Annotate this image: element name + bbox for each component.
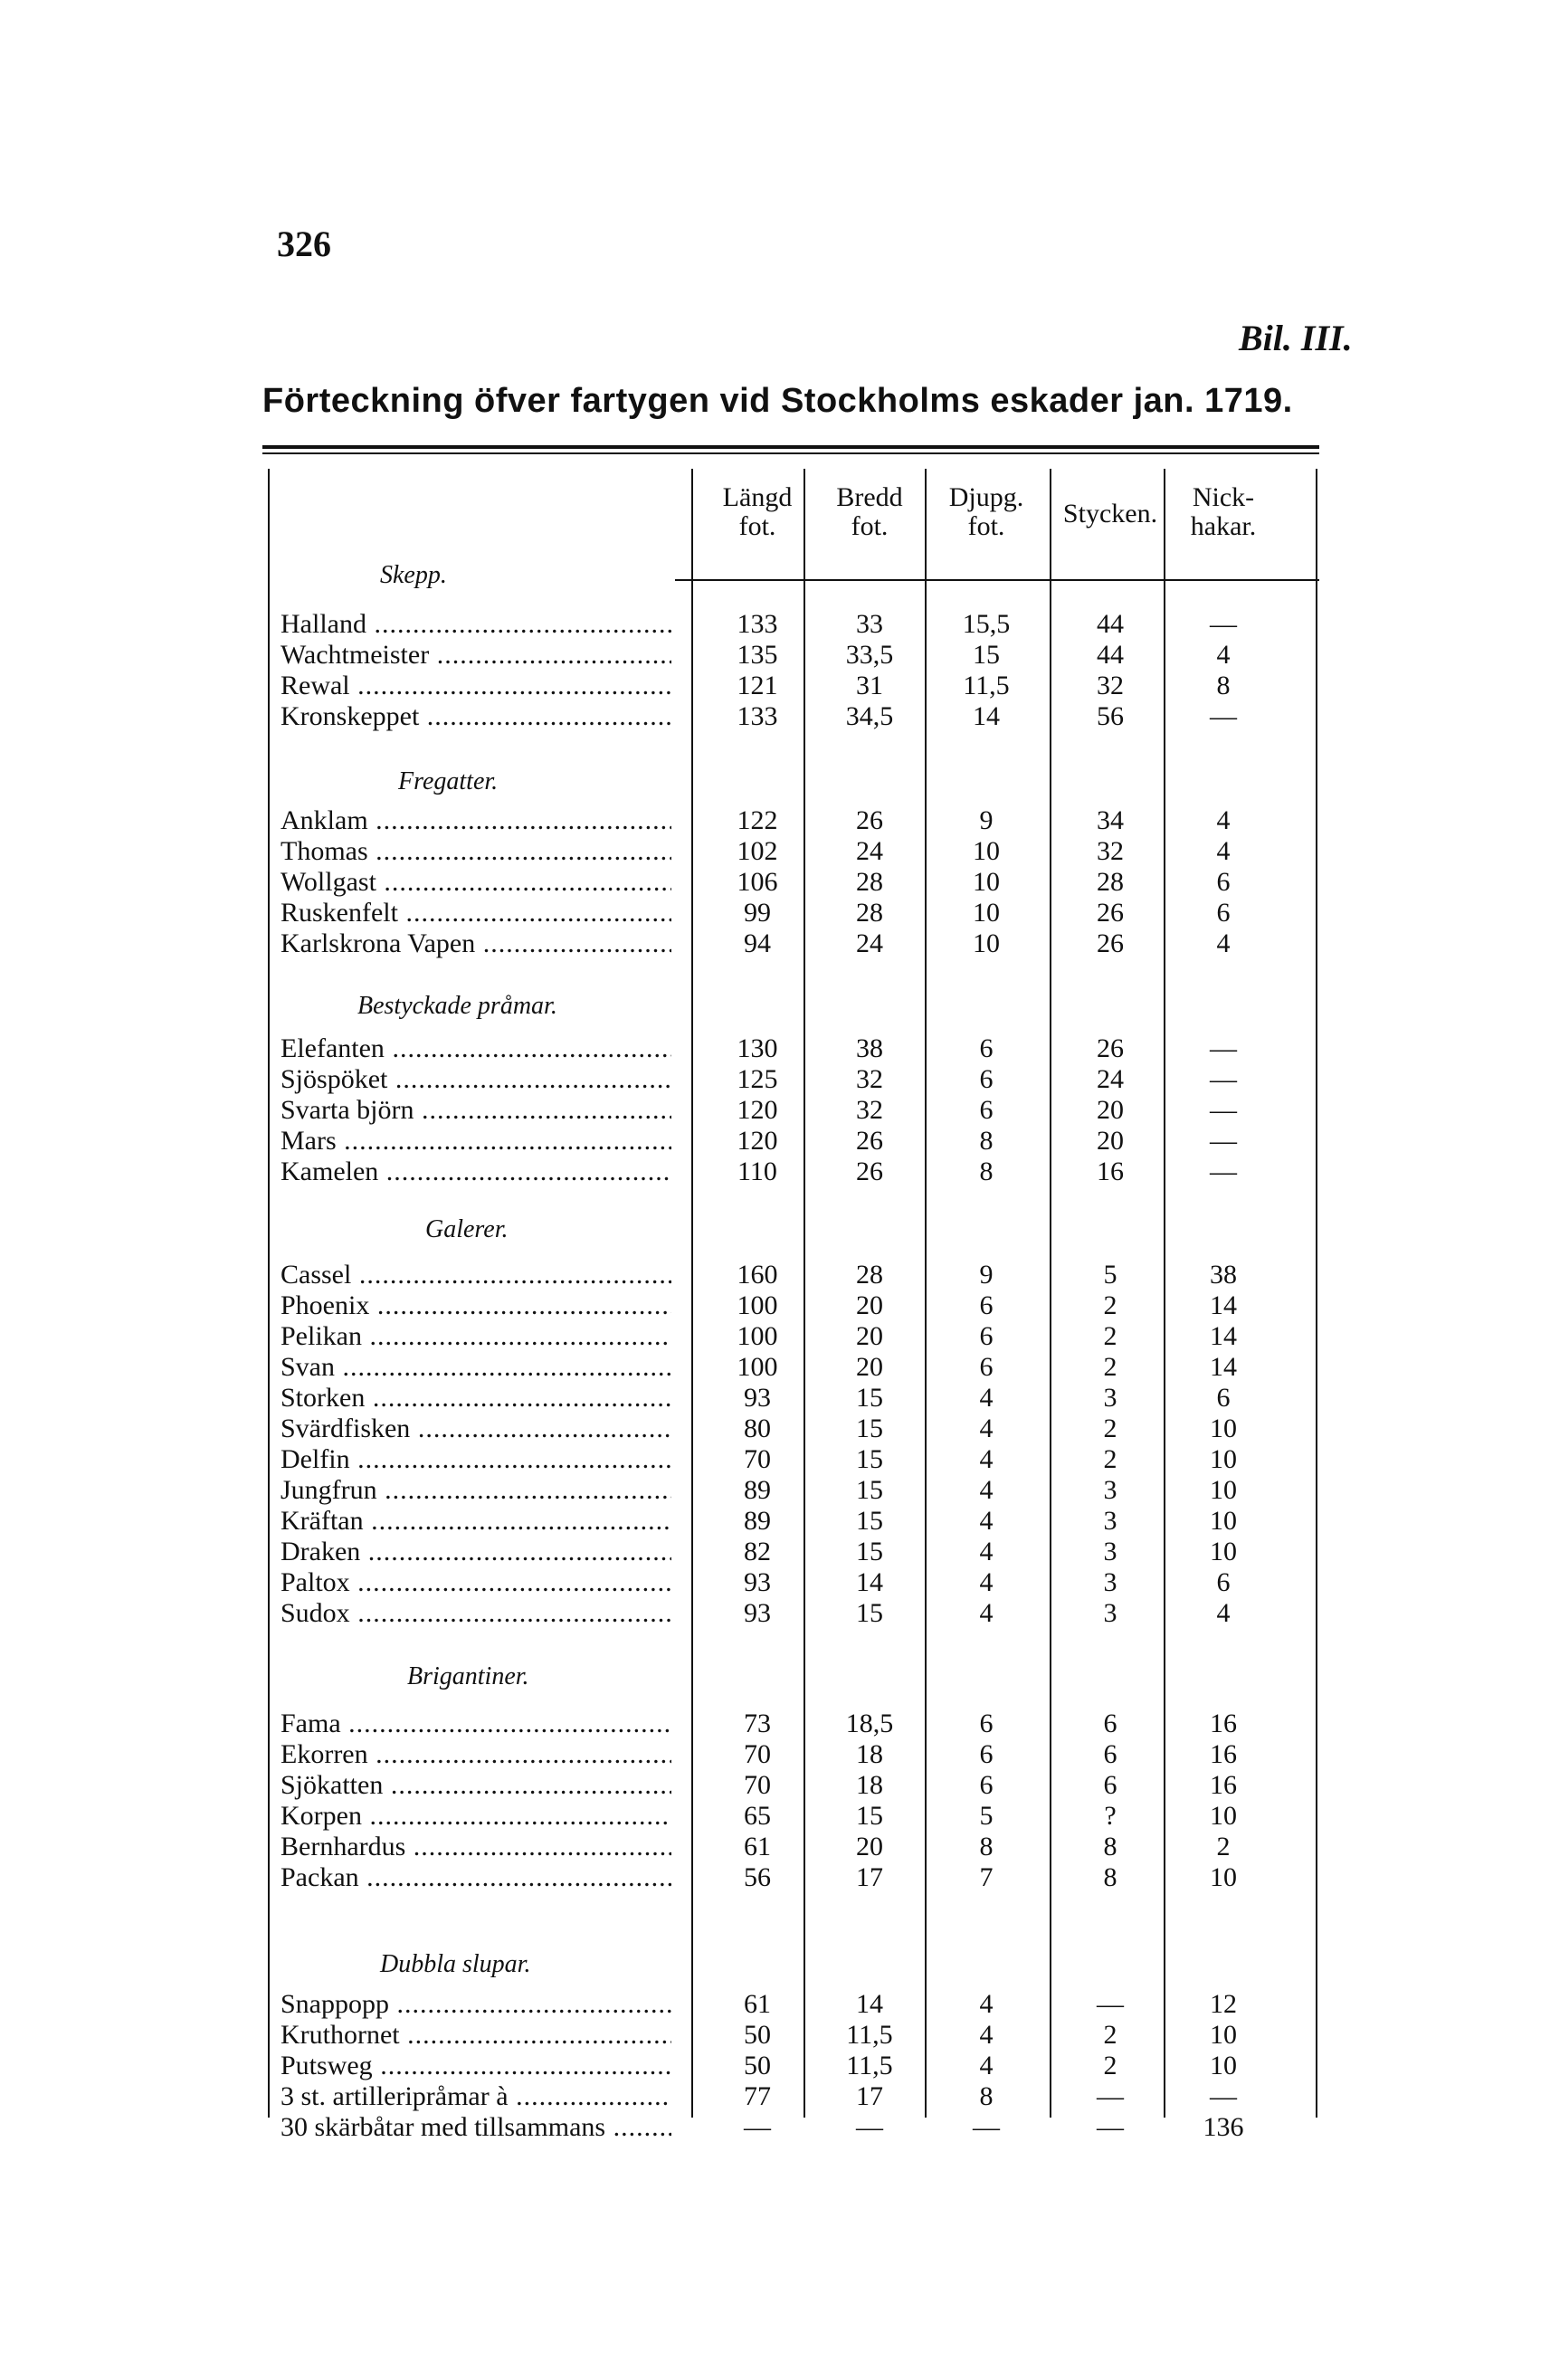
cell-col-5: — xyxy=(1210,1157,1237,1186)
cell-col-1: 80 xyxy=(744,1414,771,1443)
section-heading: Bestyckade pråmar. xyxy=(357,992,557,1020)
section-heading: Galerer. xyxy=(425,1215,509,1243)
ship-name: Kräftan ..... xyxy=(281,1506,671,1537)
table-row xyxy=(0,867,1550,898)
cell-col-5: 4 xyxy=(1216,640,1231,670)
table-row xyxy=(0,1506,1550,1537)
cell-col-2: 28 xyxy=(856,867,883,897)
table-row xyxy=(0,1444,1550,1475)
cell-col-5: 10 xyxy=(1210,1444,1237,1474)
cell-col-1: 133 xyxy=(737,609,778,639)
cell-col-1: 56 xyxy=(744,1862,771,1892)
cell-col-2: 24 xyxy=(856,928,883,958)
ship-name: Kamelen ..... xyxy=(281,1157,671,1187)
cell-col-3: 9 xyxy=(979,805,994,835)
cell-col-2: 15 xyxy=(856,1383,883,1413)
ship-name: Anklam ..... xyxy=(281,805,671,836)
cell-col-2: 18 xyxy=(856,1770,883,1800)
column-header-line2: hakar. xyxy=(1190,511,1257,541)
cell-col-4: 2 xyxy=(1103,1444,1117,1474)
cell-col-5: 6 xyxy=(1216,867,1231,897)
ship-name: Pelikan ..... xyxy=(281,1321,671,1352)
ship-name: Elefanten ..... xyxy=(281,1033,671,1064)
ship-name: Snappopp ..... xyxy=(281,1989,671,2020)
column-header-4 xyxy=(1057,500,1164,528)
cell-col-2: 20 xyxy=(856,1321,883,1351)
cell-col-4: 3 xyxy=(1103,1598,1117,1628)
cell-col-1: 93 xyxy=(744,1383,771,1413)
cell-col-3: — xyxy=(973,2112,1000,2142)
cell-col-3: 6 xyxy=(979,1352,994,1382)
cell-col-4: 26 xyxy=(1097,898,1124,928)
section-heading: Dubbla slupar. xyxy=(380,1950,531,1978)
cell-col-4: 2 xyxy=(1103,2020,1117,2050)
ship-name: Delfin ..... xyxy=(281,1444,671,1475)
cell-col-2: 14 xyxy=(856,1567,883,1597)
cell-col-4: 2 xyxy=(1103,1290,1117,1320)
table-row xyxy=(0,701,1550,732)
table-row xyxy=(0,1383,1550,1414)
cell-col-5: 10 xyxy=(1210,1506,1237,1536)
cell-col-3: 4 xyxy=(979,1598,994,1628)
cell-col-4: 20 xyxy=(1097,1095,1124,1125)
cell-col-4: 3 xyxy=(1103,1475,1117,1505)
ship-name: Cassel ..... xyxy=(281,1260,671,1290)
cell-col-3: 4 xyxy=(979,1537,994,1566)
cell-col-3: 4 xyxy=(979,1989,994,2019)
cell-col-2: 15 xyxy=(856,1475,883,1505)
ship-name: Putsweg ..... xyxy=(281,2051,671,2081)
cell-col-5: 10 xyxy=(1210,1414,1237,1443)
ship-name: Karlskrona Vapen ..... xyxy=(281,928,671,959)
cell-col-2: 14 xyxy=(856,1989,883,2019)
ship-name: Ruskenfelt ..... xyxy=(281,898,671,928)
cell-col-1: 130 xyxy=(737,1033,778,1063)
cell-col-3: 4 xyxy=(979,1414,994,1443)
cell-col-1: 89 xyxy=(744,1475,771,1505)
table-row xyxy=(0,640,1550,671)
cell-col-5: 16 xyxy=(1210,1709,1237,1738)
cell-col-1: 61 xyxy=(744,1989,771,2019)
ship-name: Thomas ..... xyxy=(281,836,671,867)
ship-name: Fama ..... xyxy=(281,1709,671,1739)
cell-col-2: 15 xyxy=(856,1598,883,1628)
table-row xyxy=(0,1033,1550,1064)
cell-col-3: 11,5 xyxy=(963,671,1010,700)
cell-col-5: 38 xyxy=(1210,1260,1237,1290)
cell-col-3: 10 xyxy=(973,867,1000,897)
cell-col-1: 100 xyxy=(737,1352,778,1382)
cell-col-2: 26 xyxy=(856,805,883,835)
table-row xyxy=(0,1260,1550,1290)
table-row xyxy=(0,928,1550,959)
ship-name: Storken ..... xyxy=(281,1383,671,1414)
ship-name: Sudox ..... xyxy=(281,1598,671,1629)
cell-col-4: 6 xyxy=(1103,1709,1117,1738)
table-row xyxy=(0,1414,1550,1444)
table-row xyxy=(0,1157,1550,1187)
cell-col-2: 15 xyxy=(856,1414,883,1443)
section-heading: Brigantiner. xyxy=(407,1662,529,1690)
ship-name: Korpen ..... xyxy=(281,1801,671,1832)
ship-name: Wachtmeister ..... xyxy=(281,640,671,671)
cell-col-2: 32 xyxy=(856,1064,883,1094)
cell-col-1: 121 xyxy=(737,671,778,700)
column-header-line1: Djupg. xyxy=(948,482,1024,512)
cell-col-5: 10 xyxy=(1210,1537,1237,1566)
column-header-line1: Längd xyxy=(722,482,793,512)
column-header-5 xyxy=(1170,483,1277,541)
cell-col-1: 99 xyxy=(744,898,771,928)
table-row xyxy=(0,1770,1550,1801)
cell-col-1: 65 xyxy=(744,1801,771,1831)
cell-col-4: 5 xyxy=(1103,1260,1117,1290)
cell-col-2: 20 xyxy=(856,1290,883,1320)
cell-col-5: 12 xyxy=(1210,1989,1237,2019)
table-row xyxy=(0,609,1550,640)
cell-col-1: 106 xyxy=(737,867,778,897)
cell-col-5: 4 xyxy=(1216,1598,1231,1628)
cell-col-1: 94 xyxy=(744,928,771,958)
cell-col-3: 7 xyxy=(979,1862,994,1892)
cell-col-3: 5 xyxy=(979,1801,994,1831)
cell-col-4: 44 xyxy=(1097,640,1124,670)
cell-col-1: 77 xyxy=(744,2081,771,2111)
cell-col-5: — xyxy=(1210,2081,1237,2111)
table-row xyxy=(0,1290,1550,1321)
cell-col-4: 32 xyxy=(1097,836,1124,866)
cell-col-4: 28 xyxy=(1097,867,1124,897)
cell-col-1: 100 xyxy=(737,1321,778,1351)
cell-col-5: 8 xyxy=(1216,671,1231,700)
column-header-line2: fot. xyxy=(851,511,889,541)
cell-col-1: 89 xyxy=(744,1506,771,1536)
cell-col-4: 2 xyxy=(1103,2051,1117,2080)
cell-col-3: 9 xyxy=(979,1260,994,1290)
cell-col-2: 15 xyxy=(856,1506,883,1536)
ship-name: Svarta björn ..... xyxy=(281,1095,671,1126)
table-row xyxy=(0,1095,1550,1126)
table-row xyxy=(0,1475,1550,1506)
cell-col-5: 6 xyxy=(1216,898,1231,928)
table-row xyxy=(0,898,1550,928)
cell-col-5: 4 xyxy=(1216,836,1231,866)
cell-col-3: 4 xyxy=(979,1475,994,1505)
cell-col-2: 15 xyxy=(856,1444,883,1474)
cell-col-1: 82 xyxy=(744,1537,771,1566)
cell-col-2: 20 xyxy=(856,1832,883,1861)
table-row xyxy=(0,2112,1550,2143)
page-number: 326 xyxy=(277,224,331,264)
top-rule-thin xyxy=(262,452,1319,454)
cell-col-2: 26 xyxy=(856,1157,883,1186)
header-underline xyxy=(675,579,1319,581)
cell-col-5: 2 xyxy=(1216,1832,1231,1861)
part-label: Bil. III. xyxy=(1239,318,1353,358)
cell-col-4: — xyxy=(1097,2081,1124,2111)
table-row xyxy=(0,1064,1550,1095)
cell-col-3: 8 xyxy=(979,1157,994,1186)
table-row xyxy=(0,1801,1550,1832)
cell-col-2: 26 xyxy=(856,1126,883,1156)
ship-name: 30 skärbåtar med tillsammans ..... xyxy=(281,2112,671,2143)
cell-col-3: 15 xyxy=(973,640,1000,670)
cell-col-2: 28 xyxy=(856,898,883,928)
ship-name: Kronskeppet ..... xyxy=(281,701,671,732)
table-row xyxy=(0,671,1550,701)
cell-col-5: 4 xyxy=(1216,928,1231,958)
table-row xyxy=(0,2081,1550,2112)
cell-col-4: 24 xyxy=(1097,1064,1124,1094)
cell-col-5: 10 xyxy=(1210,1862,1237,1892)
ship-name: Kruthornet ..... xyxy=(281,2020,671,2051)
cell-col-5: 6 xyxy=(1216,1567,1231,1597)
table-row xyxy=(0,1709,1550,1739)
cell-col-3: 4 xyxy=(979,2020,994,2050)
cell-col-1: 70 xyxy=(744,1770,771,1800)
cell-col-5: — xyxy=(1210,1033,1237,1063)
ship-name: Ekorren ..... xyxy=(281,1739,671,1770)
cell-col-2: 11,5 xyxy=(846,2020,893,2050)
column-header-1 xyxy=(704,483,811,541)
cell-col-1: 70 xyxy=(744,1739,771,1769)
cell-col-3: 6 xyxy=(979,1739,994,1769)
cell-col-1: 93 xyxy=(744,1567,771,1597)
cell-col-3: 4 xyxy=(979,1383,994,1413)
cell-col-3: 6 xyxy=(979,1709,994,1738)
cell-col-2: 18,5 xyxy=(845,1709,894,1738)
cell-col-4: 44 xyxy=(1097,609,1124,639)
cell-col-5: 6 xyxy=(1216,1383,1231,1413)
table-row xyxy=(0,1321,1550,1352)
cell-col-5: — xyxy=(1210,1126,1237,1156)
cell-col-3: 4 xyxy=(979,1567,994,1597)
table-row xyxy=(0,2020,1550,2051)
cell-col-3: 4 xyxy=(979,2051,994,2080)
cell-col-5: — xyxy=(1210,609,1237,639)
cell-col-3: 8 xyxy=(979,1832,994,1861)
cell-col-4: 2 xyxy=(1103,1414,1117,1443)
ship-name: Paltox ..... xyxy=(281,1567,671,1598)
cell-col-4: 3 xyxy=(1103,1383,1117,1413)
cell-col-2: 33,5 xyxy=(845,640,894,670)
cell-col-5: 16 xyxy=(1210,1770,1237,1800)
cell-col-2: 11,5 xyxy=(846,2051,893,2080)
cell-col-5: — xyxy=(1210,1064,1237,1094)
cell-col-3: 15,5 xyxy=(962,609,1011,639)
table-row xyxy=(0,1989,1550,2020)
cell-col-1: 120 xyxy=(737,1126,778,1156)
table-row xyxy=(0,1537,1550,1567)
table-row xyxy=(0,2051,1550,2081)
cell-col-2: 18 xyxy=(856,1739,883,1769)
cell-col-4: 20 xyxy=(1097,1126,1124,1156)
cell-col-2: 17 xyxy=(856,1862,883,1892)
cell-col-3: 10 xyxy=(973,836,1000,866)
cell-col-4: 2 xyxy=(1103,1321,1117,1351)
cell-col-5: — xyxy=(1210,1095,1237,1125)
column-header-line1: Stycken. xyxy=(1062,499,1158,528)
column-header-line1: Nick- xyxy=(1192,482,1255,512)
top-rule-thick xyxy=(262,445,1319,449)
cell-col-1: 73 xyxy=(744,1709,771,1738)
cell-col-3: 4 xyxy=(979,1444,994,1474)
cell-col-4: — xyxy=(1097,1989,1124,2019)
ship-name: Svärdfisken ..... xyxy=(281,1414,671,1444)
cell-col-5: 10 xyxy=(1210,1475,1237,1505)
ship-name: Halland ..... xyxy=(281,609,671,640)
cell-col-4: 32 xyxy=(1097,671,1124,700)
section-heading: Skepp. xyxy=(380,561,447,589)
cell-col-4: 6 xyxy=(1103,1739,1117,1769)
ship-name: Jungfrun ..... xyxy=(281,1475,671,1506)
ship-name: Sjöspöket ..... xyxy=(281,1064,671,1095)
cell-col-1: 102 xyxy=(737,836,778,866)
column-header-line2: fot. xyxy=(967,511,1005,541)
table-row xyxy=(0,1832,1550,1862)
ship-name: Bernhardus ..... xyxy=(281,1832,671,1862)
cell-col-5: 4 xyxy=(1216,805,1231,835)
cell-col-2: 28 xyxy=(856,1260,883,1290)
ship-name: Sjökatten ..... xyxy=(281,1770,671,1801)
cell-col-3: 10 xyxy=(973,928,1000,958)
cell-col-1: 133 xyxy=(737,701,778,731)
cell-col-2: 24 xyxy=(856,836,883,866)
table-row xyxy=(0,1126,1550,1157)
cell-col-5: 14 xyxy=(1210,1290,1237,1320)
cell-col-2: — xyxy=(856,2112,883,2142)
column-header-line2: fot. xyxy=(738,511,776,541)
cell-col-5: 16 xyxy=(1210,1739,1237,1769)
ship-name: Mars ..... xyxy=(281,1126,671,1157)
cell-col-1: 110 xyxy=(737,1157,777,1186)
table-row xyxy=(0,805,1550,836)
ship-name: Svan ..... xyxy=(281,1352,671,1383)
cell-col-5: — xyxy=(1210,701,1237,731)
cell-col-3: 8 xyxy=(979,2081,994,2111)
cell-col-1: 50 xyxy=(744,2051,771,2080)
table-row xyxy=(0,1862,1550,1893)
cell-col-5: 10 xyxy=(1210,2051,1237,2080)
cell-col-3: 4 xyxy=(979,1506,994,1536)
cell-col-1: 100 xyxy=(737,1290,778,1320)
cell-col-3: 6 xyxy=(979,1770,994,1800)
cell-col-4: 6 xyxy=(1103,1770,1117,1800)
cell-col-2: 31 xyxy=(856,671,883,700)
column-header-3 xyxy=(933,483,1040,541)
cell-col-4: 26 xyxy=(1097,1033,1124,1063)
cell-col-3: 10 xyxy=(973,898,1000,928)
table-row xyxy=(0,1598,1550,1629)
cell-col-4: 2 xyxy=(1103,1352,1117,1382)
cell-col-2: 15 xyxy=(856,1537,883,1566)
cell-col-1: 70 xyxy=(744,1444,771,1474)
column-header-line1: Bredd xyxy=(836,482,903,512)
cell-col-1: 120 xyxy=(737,1095,778,1125)
cell-col-2: 34,5 xyxy=(845,701,894,731)
cell-col-2: 20 xyxy=(856,1352,883,1382)
ship-name: Phoenix ..... xyxy=(281,1290,671,1321)
table-row xyxy=(0,1739,1550,1770)
ship-name: Wollgast ..... xyxy=(281,867,671,898)
cell-col-1: — xyxy=(744,2112,771,2142)
table-row xyxy=(0,1567,1550,1598)
cell-col-1: 160 xyxy=(737,1260,778,1290)
table-row xyxy=(0,1352,1550,1383)
ship-name: Draken ..... xyxy=(281,1537,671,1567)
cell-col-4: 3 xyxy=(1103,1567,1117,1597)
cell-col-3: 6 xyxy=(979,1321,994,1351)
cell-col-5: 14 xyxy=(1210,1352,1237,1382)
cell-col-3: 6 xyxy=(979,1064,994,1094)
cell-col-2: 38 xyxy=(856,1033,883,1063)
ship-name: 3 st. artilleripråmar à ..... xyxy=(281,2081,671,2112)
cell-col-3: 6 xyxy=(979,1290,994,1320)
ship-name: Rewal ..... xyxy=(281,671,671,701)
cell-col-2: 15 xyxy=(856,1801,883,1831)
ship-name: Packan ..... xyxy=(281,1862,671,1893)
cell-col-1: 122 xyxy=(737,805,778,835)
cell-col-4: 3 xyxy=(1103,1506,1117,1536)
cell-col-4: — xyxy=(1097,2112,1124,2142)
cell-col-4: 3 xyxy=(1103,1537,1117,1566)
cell-col-4: 8 xyxy=(1103,1832,1117,1861)
section-heading: Fregatter. xyxy=(398,767,499,795)
cell-col-4: 26 xyxy=(1097,928,1124,958)
cell-col-3: 6 xyxy=(979,1095,994,1125)
cell-col-3: 14 xyxy=(973,701,1000,731)
column-header-2 xyxy=(816,483,923,541)
cell-col-4: ? xyxy=(1104,1801,1117,1831)
cell-col-4: 16 xyxy=(1097,1157,1124,1186)
table-row xyxy=(0,836,1550,867)
cell-col-5: 10 xyxy=(1210,1801,1237,1831)
cell-col-5: 14 xyxy=(1210,1321,1237,1351)
cell-col-3: 6 xyxy=(979,1033,994,1063)
cell-col-4: 8 xyxy=(1103,1862,1117,1892)
cell-col-1: 125 xyxy=(737,1064,778,1094)
cell-col-4: 56 xyxy=(1097,701,1124,731)
cell-col-5: 136 xyxy=(1203,2112,1244,2142)
table-title: Förteckning öfver fartygen vid Stockholms eskader jan. 1719. xyxy=(262,382,1293,420)
cell-col-1: 61 xyxy=(744,1832,771,1861)
cell-col-2: 32 xyxy=(856,1095,883,1125)
cell-col-3: 8 xyxy=(979,1126,994,1156)
cell-col-1: 50 xyxy=(744,2020,771,2050)
cell-col-4: 34 xyxy=(1097,805,1124,835)
cell-col-2: 17 xyxy=(856,2081,883,2111)
cell-col-2: 33 xyxy=(856,609,883,639)
cell-col-5: 10 xyxy=(1210,2020,1237,2050)
cell-col-1: 93 xyxy=(744,1598,771,1628)
cell-col-1: 135 xyxy=(737,640,778,670)
